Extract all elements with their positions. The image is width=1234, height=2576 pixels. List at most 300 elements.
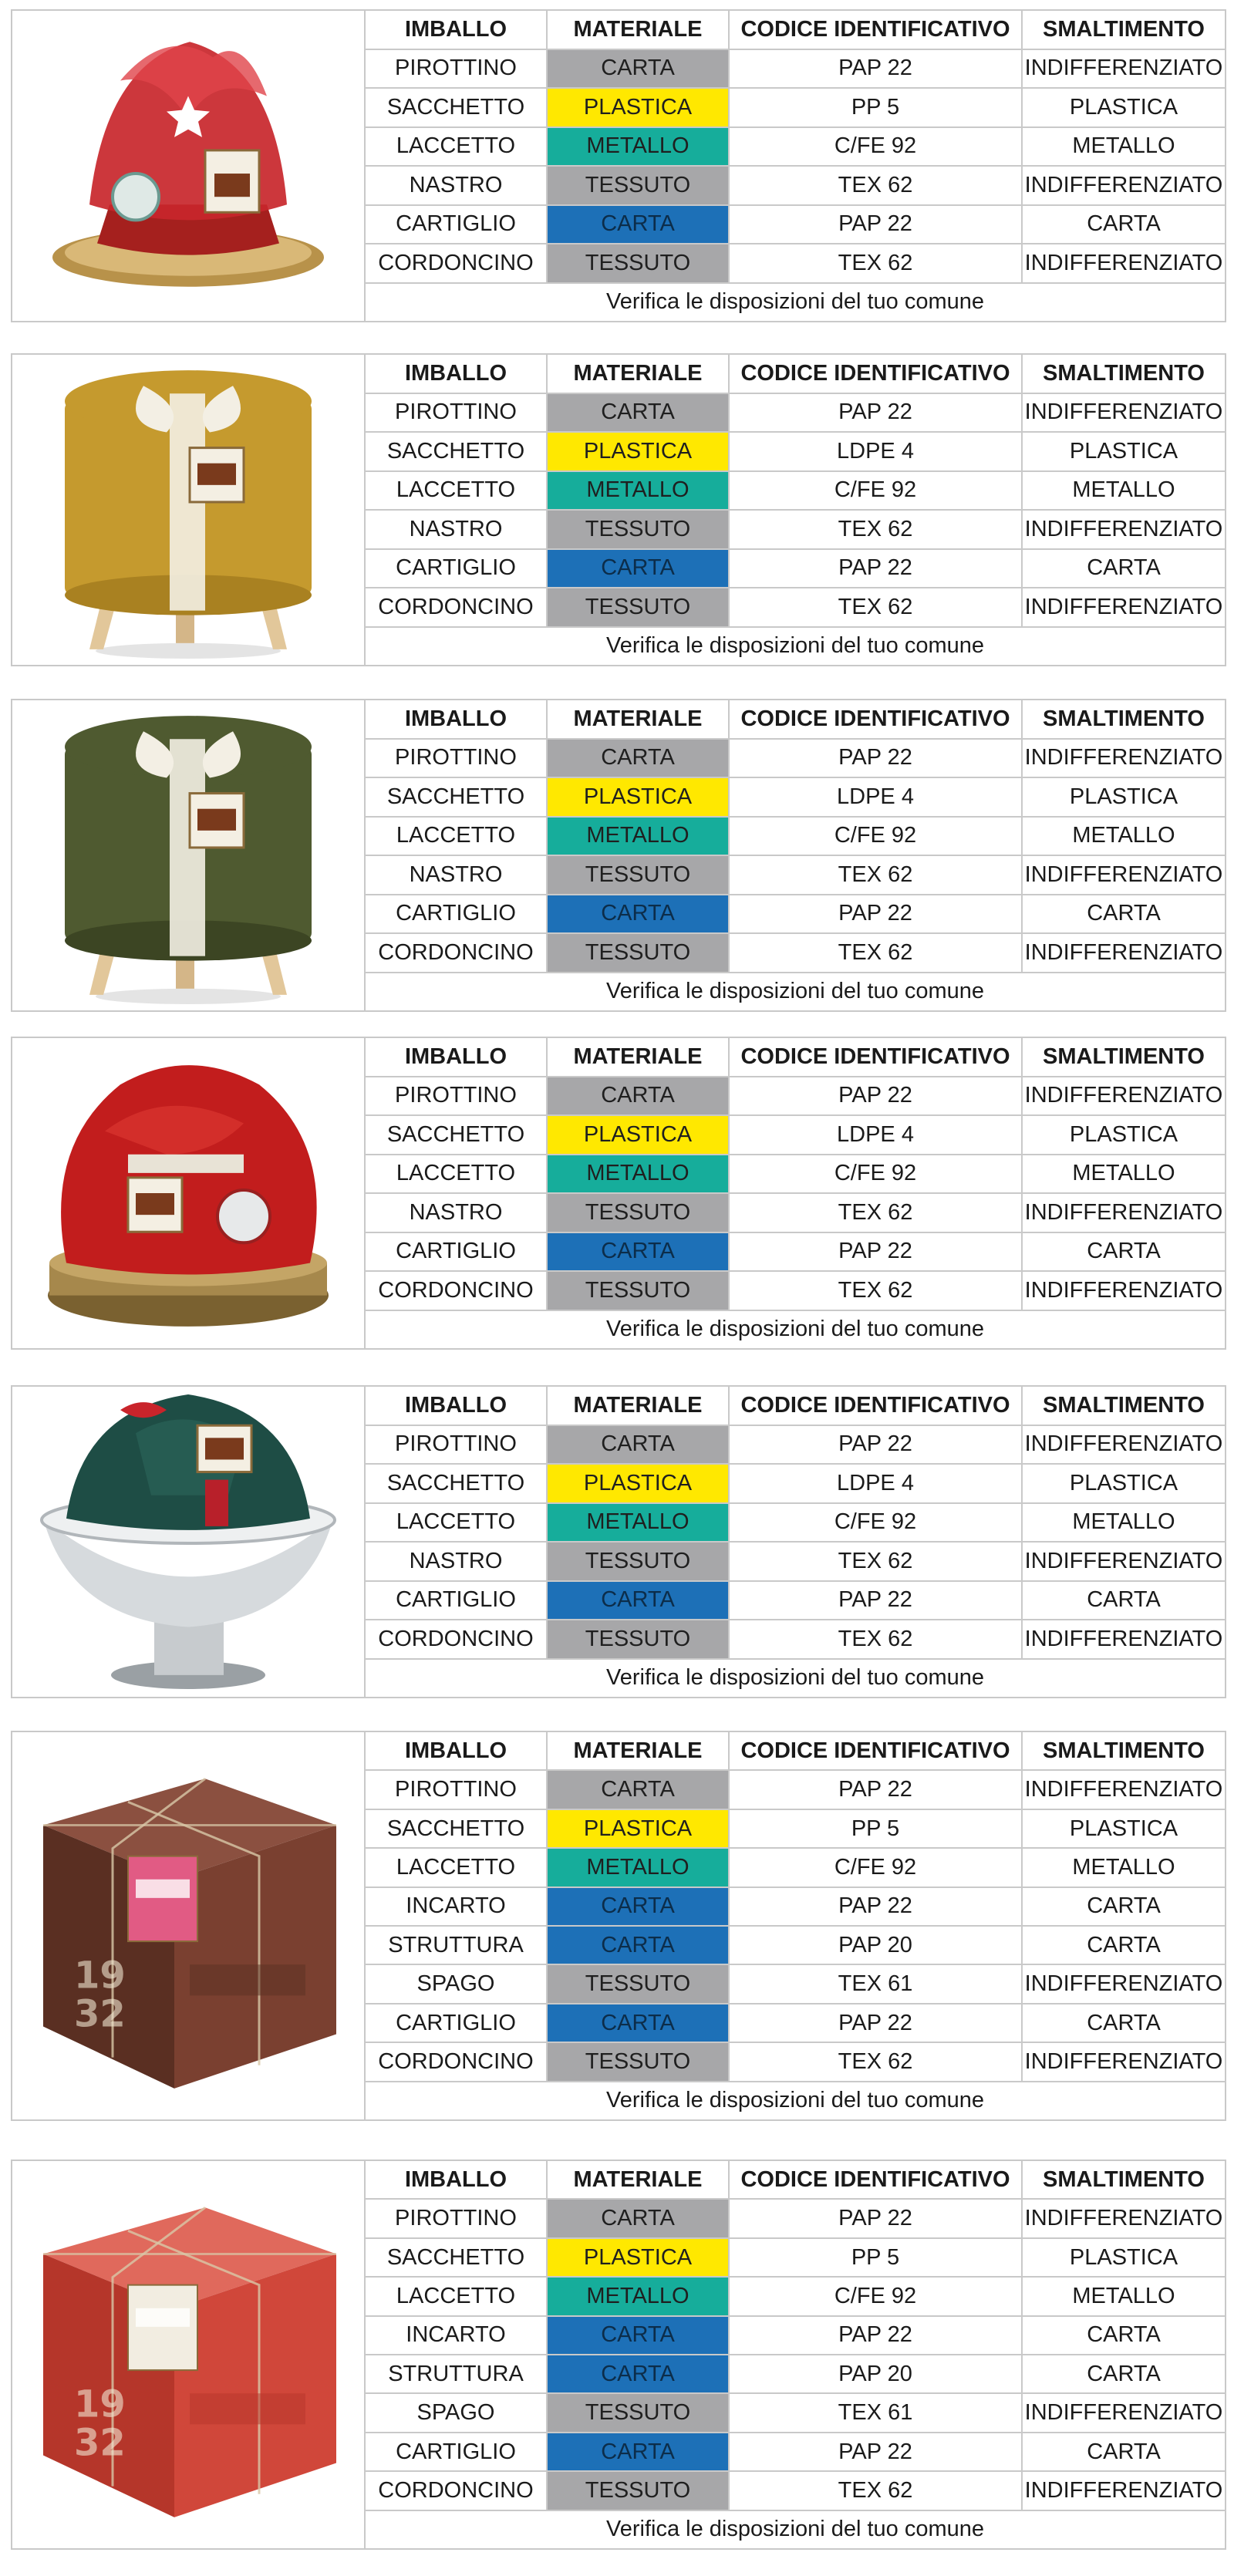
table-row	[366, 895, 1225, 935]
footer-note: Verifica le disposizioni del tuo comune	[605, 633, 985, 659]
smaltimento-cell: CARTA	[1087, 2010, 1161, 2035]
materiale-cell: TESSUTO	[548, 1194, 730, 1232]
smaltimento-cell: METALLO	[1072, 2283, 1175, 2308]
table-row	[366, 244, 1225, 284]
footer-row	[366, 973, 1225, 1011]
codice-cell: PAP 22	[730, 2433, 1023, 2470]
disposal-table	[366, 1732, 1225, 2119]
imballo-cell: PIROTTINO	[366, 2200, 548, 2237]
materiale-cell: CARTA	[548, 2317, 730, 2354]
table-row	[366, 1849, 1225, 1887]
smaltimento-cell: INDIFFERENZIATO	[1024, 172, 1223, 197]
materiale-cell: PLASTICA	[548, 1810, 730, 1847]
table-header-row	[366, 1038, 1225, 1077]
codice-cell: TEX 62	[730, 511, 1023, 548]
footer-row	[366, 2511, 1225, 2548]
codice-cell: TEX 62	[730, 1620, 1023, 1658]
column-header: SMALTIMENTO	[1043, 2166, 1205, 2192]
materiale-cell: TESSUTO	[548, 588, 730, 626]
table-row	[366, 89, 1225, 128]
materiale-cell: CARTA	[548, 1426, 730, 1464]
materiale-cell: TESSUTO	[548, 1965, 730, 2002]
smaltimento-cell: INDIFFERENZIATO	[1024, 516, 1223, 541]
table-row	[366, 1810, 1225, 1849]
codice-cell: PAP 22	[730, 1888, 1023, 1925]
column-header: SMALTIMENTO	[1043, 16, 1205, 42]
codice-cell: C/FE 92	[730, 2278, 1023, 2315]
table-row	[366, 1771, 1225, 1809]
product-photo	[12, 11, 366, 321]
imballo-cell: CARTIGLIO	[366, 206, 548, 244]
smaltimento-cell: INDIFFERENZIATO	[1024, 2048, 1223, 2074]
table-row	[366, 2043, 1225, 2082]
table-header-row	[366, 1387, 1225, 1426]
materiale-cell: PLASTICA	[548, 1465, 730, 1502]
footer-note: Verifica le disposizioni del tuo comune	[605, 289, 985, 315]
column-header: IMBALLO	[366, 355, 548, 393]
column-header: IMBALLO	[366, 1732, 548, 1769]
disposal-table	[366, 700, 1225, 1010]
materiale-cell: PLASTICA	[548, 2239, 730, 2276]
footer-note: Verifica le disposizioni del tuo comune	[605, 979, 985, 1004]
table-row	[366, 2200, 1225, 2238]
imballo-cell: CARTIGLIO	[366, 2433, 548, 2470]
materiale-cell: CARTA	[548, 1771, 730, 1808]
imballo-cell: LACCETTO	[366, 1155, 548, 1193]
table-row	[366, 2433, 1225, 2472]
column-header: CODICE IDENTIFICATIVO	[730, 355, 1023, 393]
imballo-cell: SACCHETTO	[366, 433, 548, 470]
materiale-cell: METALLO	[548, 1155, 730, 1193]
smaltimento-cell: INDIFFERENZIATO	[1024, 594, 1223, 619]
column-header: MATERIALE	[548, 2161, 730, 2198]
column-header: CODICE IDENTIFICATIVO	[730, 1387, 1023, 1425]
smaltimento-cell: CARTA	[1087, 2322, 1161, 2348]
column-header: MATERIALE	[548, 1038, 730, 1076]
column-header: SMALTIMENTO	[1043, 706, 1205, 731]
materiale-cell: CARTA	[548, 2004, 730, 2042]
materiale-cell: PLASTICA	[548, 433, 730, 470]
footer-note: Verifica le disposizioni del tuo comune	[605, 2088, 985, 2113]
table-row	[366, 472, 1225, 511]
imballo-cell: CARTIGLIO	[366, 2004, 548, 2042]
smaltimento-cell: INDIFFERENZIATO	[1024, 250, 1223, 275]
product-block	[11, 1037, 1226, 1350]
column-header: SMALTIMENTO	[1043, 1738, 1205, 1763]
table-header-row	[366, 11, 1225, 50]
smaltimento-cell: INDIFFERENZIATO	[1024, 939, 1223, 965]
smaltimento-cell: INDIFFERENZIATO	[1024, 1277, 1223, 1303]
codice-cell: PAP 22	[730, 1233, 1023, 1271]
codice-cell: TEX 62	[730, 856, 1023, 894]
table-row	[366, 2239, 1225, 2278]
product-block	[11, 1731, 1226, 2121]
codice-cell: PAP 22	[730, 1426, 1023, 1464]
column-header: IMBALLO	[366, 700, 548, 738]
materiale-cell: CARTA	[548, 1927, 730, 1964]
product-block	[11, 2160, 1226, 2550]
imballo-cell: SACCHETTO	[366, 778, 548, 816]
table-row	[366, 1927, 1225, 1965]
codice-cell: C/FE 92	[730, 128, 1023, 166]
imballo-cell: PIROTTINO	[366, 50, 548, 88]
imballo-cell: NASTRO	[366, 1543, 548, 1580]
table-row	[366, 1965, 1225, 2004]
table-row	[366, 856, 1225, 895]
codice-cell: PAP 22	[730, 50, 1023, 88]
smaltimento-cell: PLASTICA	[1069, 2244, 1178, 2270]
column-header: SMALTIMENTO	[1043, 360, 1205, 386]
column-header: MATERIALE	[548, 700, 730, 738]
table-row	[366, 394, 1225, 433]
materiale-cell: METALLO	[548, 128, 730, 166]
smaltimento-cell: PLASTICA	[1069, 1470, 1178, 1495]
materiale-cell: CARTA	[548, 2433, 730, 2470]
codice-cell: C/FE 92	[730, 818, 1023, 855]
materiale-cell: TESSUTO	[548, 167, 730, 204]
imballo-cell: CORDONCINO	[366, 1272, 548, 1310]
smaltimento-cell: METALLO	[1072, 1161, 1175, 1186]
disposal-table	[366, 2161, 1225, 2548]
footer-row	[366, 284, 1225, 322]
materiale-cell: TESSUTO	[548, 1620, 730, 1658]
imballo-cell: CORDONCINO	[366, 2472, 548, 2509]
footer-note: Verifica le disposizioni del tuo comune	[605, 1665, 985, 1691]
table-row	[366, 1272, 1225, 1311]
codice-cell: TEX 62	[730, 1272, 1023, 1310]
smaltimento-cell: CARTA	[1087, 1893, 1161, 1919]
materiale-cell: PLASTICA	[548, 778, 730, 816]
codice-cell: C/FE 92	[730, 1504, 1023, 1542]
footer-row	[366, 1660, 1225, 1698]
imballo-cell: CORDONCINO	[366, 1620, 548, 1658]
materiale-cell: PLASTICA	[548, 89, 730, 126]
codice-cell: PAP 20	[730, 1927, 1023, 1964]
imballo-cell: SACCHETTO	[366, 89, 548, 126]
codice-cell: PAP 22	[730, 206, 1023, 244]
codice-cell: PAP 22	[730, 550, 1023, 588]
materiale-cell: CARTA	[548, 740, 730, 777]
imballo-cell: CARTIGLIO	[366, 1582, 548, 1620]
product-photo	[12, 355, 366, 665]
materiale-cell: TESSUTO	[548, 2394, 730, 2431]
table-row	[366, 588, 1225, 628]
materiale-cell: METALLO	[548, 818, 730, 855]
materiale-cell: TESSUTO	[548, 1272, 730, 1310]
materiale-cell: CARTA	[548, 1077, 730, 1115]
codice-cell: TEX 61	[730, 2394, 1023, 2431]
imballo-cell: LACCETTO	[366, 818, 548, 855]
materiale-cell: CARTA	[548, 895, 730, 933]
disposal-table	[366, 355, 1225, 665]
table-row	[366, 1233, 1225, 1273]
codice-cell: LDPE 4	[730, 433, 1023, 470]
smaltimento-cell: CARTA	[1087, 2361, 1161, 2386]
codice-cell: TEX 62	[730, 167, 1023, 204]
materiale-cell: CARTA	[548, 394, 730, 432]
materiale-cell: CARTA	[548, 2355, 730, 2392]
codice-cell: TEX 62	[730, 588, 1023, 626]
materiale-cell: TESSUTO	[548, 511, 730, 548]
column-header: CODICE IDENTIFICATIVO	[730, 1732, 1023, 1769]
product-block	[11, 699, 1226, 1012]
codice-cell: PP 5	[730, 2239, 1023, 2276]
column-header: MATERIALE	[548, 355, 730, 393]
smaltimento-cell: CARTA	[1087, 901, 1161, 926]
smaltimento-cell: METALLO	[1072, 1509, 1175, 1535]
imballo-cell: CARTIGLIO	[366, 550, 548, 588]
smaltimento-cell: INDIFFERENZIATO	[1024, 1971, 1223, 1997]
smaltimento-cell: INDIFFERENZIATO	[1024, 1431, 1223, 1457]
codice-cell: PAP 22	[730, 1582, 1023, 1620]
table-row	[366, 778, 1225, 818]
column-header: CODICE IDENTIFICATIVO	[730, 2161, 1023, 2198]
codice-cell: PP 5	[730, 89, 1023, 126]
disposal-table	[366, 11, 1225, 321]
table-row	[366, 818, 1225, 857]
table-row	[366, 1155, 1225, 1195]
table-row	[366, 511, 1225, 550]
table-row	[366, 1504, 1225, 1543]
footer-note: Verifica le disposizioni del tuo comune	[605, 2517, 985, 2542]
column-header: IMBALLO	[366, 11, 548, 49]
column-header: CODICE IDENTIFICATIVO	[730, 700, 1023, 738]
codice-cell: PAP 22	[730, 2004, 1023, 2042]
table-row	[366, 1620, 1225, 1660]
imballo-cell: CORDONCINO	[366, 2043, 548, 2080]
imballo-cell: CARTIGLIO	[366, 895, 548, 933]
imballo-cell: PIROTTINO	[366, 740, 548, 777]
product-block	[11, 9, 1226, 322]
codice-cell: TEX 62	[730, 1194, 1023, 1232]
smaltimento-cell: PLASTICA	[1069, 1816, 1178, 1841]
table-row	[366, 1465, 1225, 1504]
product-block	[11, 1385, 1226, 1698]
smaltimento-cell: PLASTICA	[1069, 438, 1178, 464]
codice-cell: PAP 22	[730, 895, 1023, 933]
codice-cell: TEX 62	[730, 2472, 1023, 2509]
codice-cell: PAP 20	[730, 2355, 1023, 2392]
imballo-cell: PIROTTINO	[366, 394, 548, 432]
smaltimento-cell: CARTA	[1087, 1932, 1161, 1957]
materiale-cell: CARTA	[548, 50, 730, 88]
materiale-cell: CARTA	[548, 2200, 730, 2237]
table-row	[366, 50, 1225, 89]
imballo-cell: STRUTTURA	[366, 1927, 548, 1964]
materiale-cell: TESSUTO	[548, 934, 730, 972]
product-photo	[12, 700, 366, 1010]
table-row	[366, 433, 1225, 472]
smaltimento-cell: INDIFFERENZIATO	[1024, 2400, 1223, 2426]
table-header-row	[366, 355, 1225, 394]
table-row	[366, 1194, 1225, 1233]
smaltimento-cell: INDIFFERENZIATO	[1024, 1083, 1223, 1108]
smaltimento-cell: CARTA	[1087, 2439, 1161, 2464]
column-header: SMALTIMENTO	[1043, 1044, 1205, 1069]
materiale-cell: PLASTICA	[548, 1116, 730, 1154]
smaltimento-cell: PLASTICA	[1069, 94, 1178, 120]
smaltimento-cell: INDIFFERENZIATO	[1024, 2206, 1223, 2231]
materiale-cell: METALLO	[548, 472, 730, 510]
column-header: IMBALLO	[366, 1387, 548, 1425]
materiale-cell: TESSUTO	[548, 856, 730, 894]
svg-text:32: 32	[73, 1992, 126, 2036]
table-row	[366, 2317, 1225, 2355]
table-row	[366, 2394, 1225, 2433]
codice-cell: LDPE 4	[730, 778, 1023, 816]
column-header: IMBALLO	[366, 2161, 548, 2198]
materiale-cell: TESSUTO	[548, 1543, 730, 1580]
svg-text:19: 19	[73, 2382, 126, 2426]
table-row	[366, 167, 1225, 206]
materiale-cell: CARTA	[548, 550, 730, 588]
table-header-row	[366, 700, 1225, 740]
smaltimento-cell: INDIFFERENZIATO	[1024, 1199, 1223, 1225]
column-header: IMBALLO	[366, 1038, 548, 1076]
smaltimento-cell: INDIFFERENZIATO	[1024, 400, 1223, 425]
codice-cell: PAP 22	[730, 1771, 1023, 1808]
imballo-cell: SACCHETTO	[366, 1810, 548, 1847]
imballo-cell: LACCETTO	[366, 1849, 548, 1886]
materiale-cell: TESSUTO	[548, 2472, 730, 2509]
smaltimento-cell: PLASTICA	[1069, 784, 1178, 809]
table-row	[366, 2472, 1225, 2510]
svg-text:32: 32	[73, 2421, 126, 2465]
imballo-cell: NASTRO	[366, 1194, 548, 1232]
imballo-cell: SACCHETTO	[366, 1465, 548, 1502]
smaltimento-cell: METALLO	[1072, 477, 1175, 503]
smaltimento-cell: METALLO	[1072, 133, 1175, 159]
imballo-cell: CARTIGLIO	[366, 1233, 548, 1271]
footer-note: Verifica le disposizioni del tuo comune	[605, 1317, 985, 1342]
column-header: MATERIALE	[548, 1387, 730, 1425]
materiale-cell: METALLO	[548, 2278, 730, 2315]
smaltimento-cell: INDIFFERENZIATO	[1024, 1548, 1223, 1573]
product-photo	[12, 2161, 366, 2548]
product-photo	[12, 1387, 366, 1697]
column-header: CODICE IDENTIFICATIVO	[730, 1038, 1023, 1076]
table-header-row	[366, 1732, 1225, 1771]
imballo-cell: CORDONCINO	[366, 934, 548, 972]
materiale-cell: CARTA	[548, 206, 730, 244]
codice-cell: PP 5	[730, 1810, 1023, 1847]
codice-cell: C/FE 92	[730, 472, 1023, 510]
codice-cell: C/FE 92	[730, 1849, 1023, 1886]
table-row	[366, 934, 1225, 973]
table-row	[366, 550, 1225, 589]
imballo-cell: LACCETTO	[366, 2278, 548, 2315]
disposal-table	[366, 1038, 1225, 1348]
imballo-cell: PIROTTINO	[366, 1426, 548, 1464]
materiale-cell: METALLO	[548, 1504, 730, 1542]
table-row	[366, 2004, 1225, 2043]
materiale-cell: TESSUTO	[548, 244, 730, 282]
imballo-cell: PIROTTINO	[366, 1077, 548, 1115]
footer-row	[366, 1311, 1225, 1349]
product-block	[11, 353, 1226, 666]
materiale-cell: TESSUTO	[548, 2043, 730, 2080]
imballo-cell: SPAGO	[366, 1965, 548, 2002]
imballo-cell: PIROTTINO	[366, 1771, 548, 1808]
codice-cell: PAP 22	[730, 394, 1023, 432]
column-header: MATERIALE	[548, 11, 730, 49]
codice-cell: TEX 62	[730, 934, 1023, 972]
svg-text:19: 19	[73, 1954, 126, 1998]
codice-cell: PAP 22	[730, 2200, 1023, 2237]
imballo-cell: LACCETTO	[366, 1504, 548, 1542]
smaltimento-cell: METALLO	[1072, 1854, 1175, 1880]
smaltimento-cell: INDIFFERENZIATO	[1024, 56, 1223, 81]
codice-cell: TEX 62	[730, 244, 1023, 282]
materiale-cell: METALLO	[548, 1849, 730, 1886]
table-row	[366, 206, 1225, 245]
product-photo	[12, 1038, 366, 1348]
smaltimento-cell: INDIFFERENZIATO	[1024, 745, 1223, 770]
table-header-row	[366, 2161, 1225, 2200]
imballo-cell: SPAGO	[366, 2394, 548, 2431]
table-row	[366, 2278, 1225, 2316]
table-row	[366, 1116, 1225, 1155]
table-row	[366, 1582, 1225, 1621]
imballo-cell: INCARTO	[366, 2317, 548, 2354]
smaltimento-cell: INDIFFERENZIATO	[1024, 1777, 1223, 1802]
codice-cell: PAP 22	[730, 1077, 1023, 1115]
smaltimento-cell: INDIFFERENZIATO	[1024, 861, 1223, 887]
table-row	[366, 128, 1225, 167]
footer-row	[366, 2082, 1225, 2119]
imballo-cell: LACCETTO	[366, 128, 548, 166]
imballo-cell: NASTRO	[366, 511, 548, 548]
table-row	[366, 1888, 1225, 1927]
smaltimento-cell: INDIFFERENZIATO	[1024, 2477, 1223, 2503]
table-row	[366, 1426, 1225, 1465]
codice-cell: C/FE 92	[730, 1155, 1023, 1193]
codice-cell: TEX 62	[730, 2043, 1023, 2080]
smaltimento-cell: CARTA	[1087, 555, 1161, 581]
disposal-table	[366, 1387, 1225, 1697]
smaltimento-cell: INDIFFERENZIATO	[1024, 1626, 1223, 1651]
materiale-cell: CARTA	[548, 1582, 730, 1620]
codice-cell: LDPE 4	[730, 1116, 1023, 1154]
imballo-cell: SACCHETTO	[366, 2239, 548, 2276]
table-row	[366, 1543, 1225, 1582]
table-row	[366, 2355, 1225, 2394]
codice-cell: LDPE 4	[730, 1465, 1023, 1502]
codice-cell: TEX 62	[730, 1543, 1023, 1580]
table-row	[366, 740, 1225, 779]
smaltimento-cell: PLASTICA	[1069, 1121, 1178, 1147]
product-photo	[12, 1732, 366, 2119]
imballo-cell: SACCHETTO	[366, 1116, 548, 1154]
codice-cell: TEX 61	[730, 1965, 1023, 2002]
smaltimento-cell: CARTA	[1087, 1587, 1161, 1613]
imballo-cell: CORDONCINO	[366, 244, 548, 282]
materiale-cell: CARTA	[548, 1888, 730, 1925]
codice-cell: PAP 22	[730, 740, 1023, 777]
imballo-cell: NASTRO	[366, 856, 548, 894]
imballo-cell: LACCETTO	[366, 472, 548, 510]
imballo-cell: INCARTO	[366, 1888, 548, 1925]
materiale-cell: CARTA	[548, 1233, 730, 1271]
smaltimento-cell: CARTA	[1087, 1239, 1161, 1264]
smaltimento-cell: CARTA	[1087, 211, 1161, 237]
column-header: SMALTIMENTO	[1043, 1392, 1205, 1418]
imballo-cell: NASTRO	[366, 167, 548, 204]
column-header: MATERIALE	[548, 1732, 730, 1769]
footer-row	[366, 628, 1225, 666]
codice-cell: PAP 22	[730, 2317, 1023, 2354]
smaltimento-cell: METALLO	[1072, 823, 1175, 848]
